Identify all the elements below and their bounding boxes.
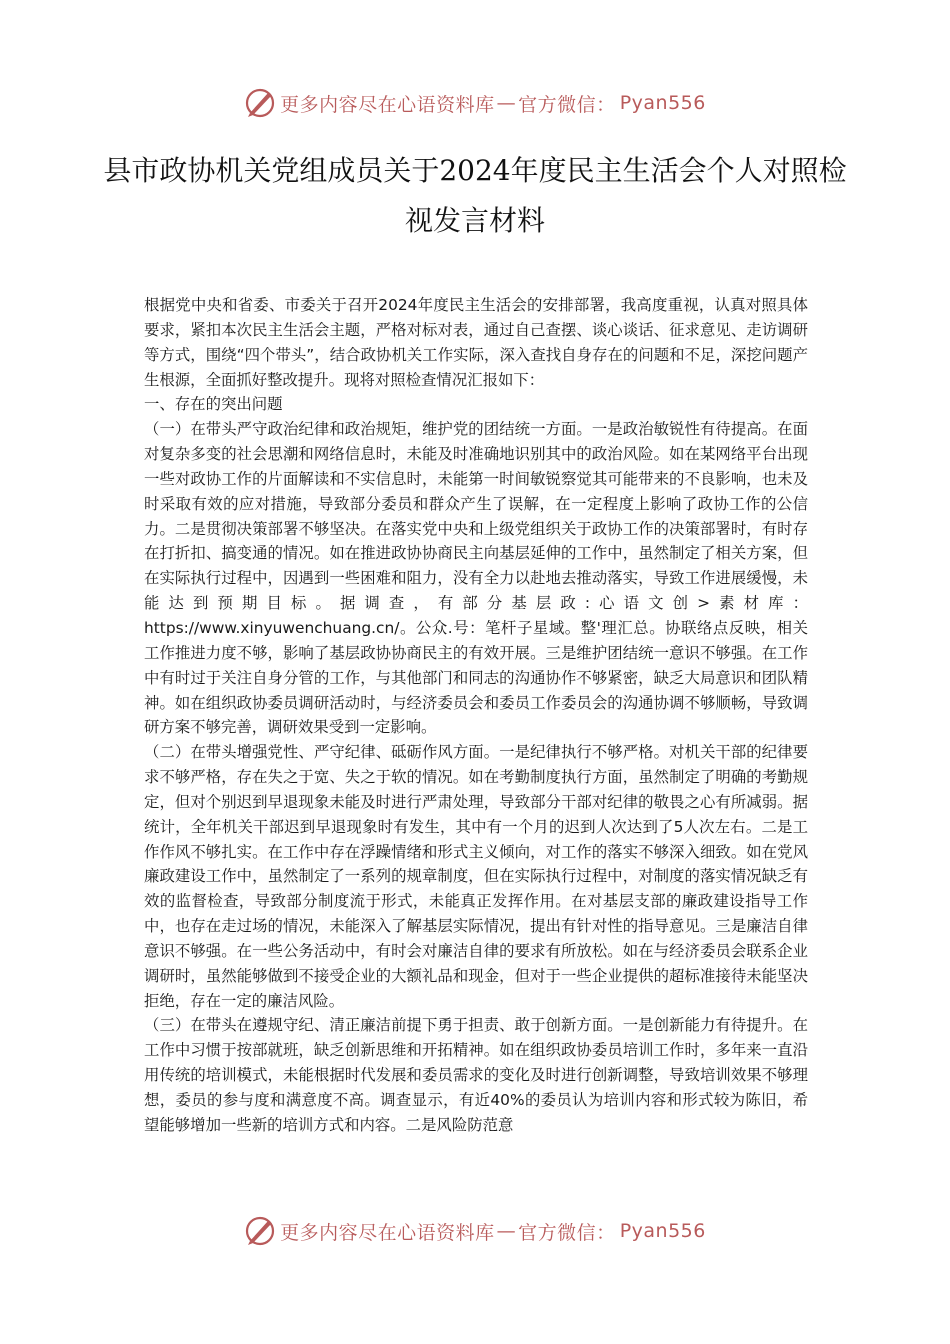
- banner-official: 官方微信：: [518, 1221, 616, 1244]
- header-watermark: [0, 83, 950, 123]
- pen-logo-icon: [244, 87, 276, 119]
- banner-wechat-id: Pyan556: [619, 1220, 706, 1242]
- body-paragraph-1: （一）在带头严守政治纪律和政治规矩，维护党的团结统一方面。一是政治敏锐性有待提高。在面对复杂多变的社会思潮和网络信息时，未能及时准确地识别其中的政治风险。如在某网络平台出现一些对政协工作的片面解读和不实信息时，未能第一时间敏锐察觉其可能带来的不良影响，也未及时采取有效的应对措施，导致部分委员和群众产生了误解，在一定程度上影响了政协工作的公信力。二是贯彻决策部署不够坚决。在落实党中央和上级党组织关于政协工作的决策部署时，有时存在打折扣、搞变通的情况。如在推进政协协商民主向基层延伸的工作中，虽然制定了相关方案，但在实际执行过程中，因遇到一些困难和阻力，没有全力以赴地去推动落实，导致工作进展缓慢，未能达到预期目标。据调查，有部分基层政:心语文创>素材库：https://www.xinyuwenchuang.cn/。公众.号：笔杆子星域。整'理汇总。协联络点反映，相关工作推进力度不够，影响了基层政协协商民主的有效开展。三是维护团结统一意识不够强。在工作中有时过于关注自身分管的工作，与其他部门和同志的沟通协作不够紧密，缺乏大局意识和团队精神。如在组织政协委员调研活动时，与经济委员会和委员工作委员会的沟通协调不够顺畅，导致调研方案不够完善，调研效果受到一定影响。: [144, 420, 808, 737]
- banner-dash: —: [496, 1220, 517, 1242]
- body-paragraph-3: （三）在带头在遵规守纪、清正廉洁前提下勇于担责、敢于创新方面。一是创新能力有待提升。在工作中习惯于按部就班，缺乏创新思维和开拓精神。如在组织政协委员培训工作时，多年来一直沿用传统的培训模式，未能根据时代发展和委员需求的变化及时进行创新调整，导致培训效果不够理想，委员的参与度和满意度不高。调查显示，有近40%的委员认为培训内容和形式较为陈旧，希望能够增加一些新的培训方式和内容。二是风险防范意: [144, 1016, 808, 1134]
- document-title: 县市政协机关党组成员关于2024年度民主生活会个人对照检视发言材料: [103, 154, 847, 237]
- pen-logo-icon: [244, 1215, 276, 1247]
- banner-wechat-id: Pyan556: [619, 92, 706, 114]
- body-paragraph-2: （二）在带头增强党性、严守纪律、砥砺作风方面。一是纪律执行不够严格。对机关干部的纪律要求不够严格，存在失之于宽、失之于软的情况。如在考勤制度执行方面，虽然制定了明确的考勤规定，但对个别迟到早退现象未能及时进行严肃处理，导致部分干部对纪律的敬畏之心有所减弱。据统计，全年机关干部迟到早退现象时有发生，其中有一个月的迟到人次达到了5人次左右。二是工作作风不够扎实。在工作中存在浮躁情绪和形式主义倾向，对工作的落实不够深入细致。如在党风廉政建设工作中，虽然制定了一系列的规章制度，但在实际执行过程中，对制度的落实情况缺乏有效的监督检查，导致部分制度流于形式，未能真正发挥作用。在对基层支部的廉政建设指导工作中，也存在走过场的情况，未能深入了解基层实际情况，提出有针对性的指导意见。三是廉洁自律意识不够强。在一些公务活动中，有时会对廉洁自律的要求有所放松。如在与经济委员会联系企业调研时，虽然能够做到不接受企业的大额礼品和现金，但对于一些企业提供的超标准接待未能坚决拒绝，存在一定的廉洁风险。: [144, 743, 808, 1010]
- banner-official: 官方微信：: [518, 93, 616, 116]
- banner-text: 更多内容尽在心语资料库: [280, 1221, 495, 1244]
- banner-dash: —: [496, 92, 517, 114]
- document-body: [144, 293, 808, 1138]
- banner-text: 更多内容尽在心语资料库: [280, 93, 495, 116]
- section-heading: 一、存在的突出问题: [144, 395, 283, 414]
- intro-paragraph: 根据党中央和省委、市委关于召开2024年度民主生活会的安排部署，我高度重视，认真对照具体要求，紧扣本次民主生活会主题，严格对标对表，通过自己查摆、谈心谈话、征求意见、走访调研等方式，围绕“四个带头”，结合政协机关工作实际，深入查找自身存在的问题和不足，深挖问题产生根源，全面抓好整改提升。现将对照检查情况汇报如下：: [144, 296, 808, 389]
- footer-watermark: [0, 1211, 950, 1251]
